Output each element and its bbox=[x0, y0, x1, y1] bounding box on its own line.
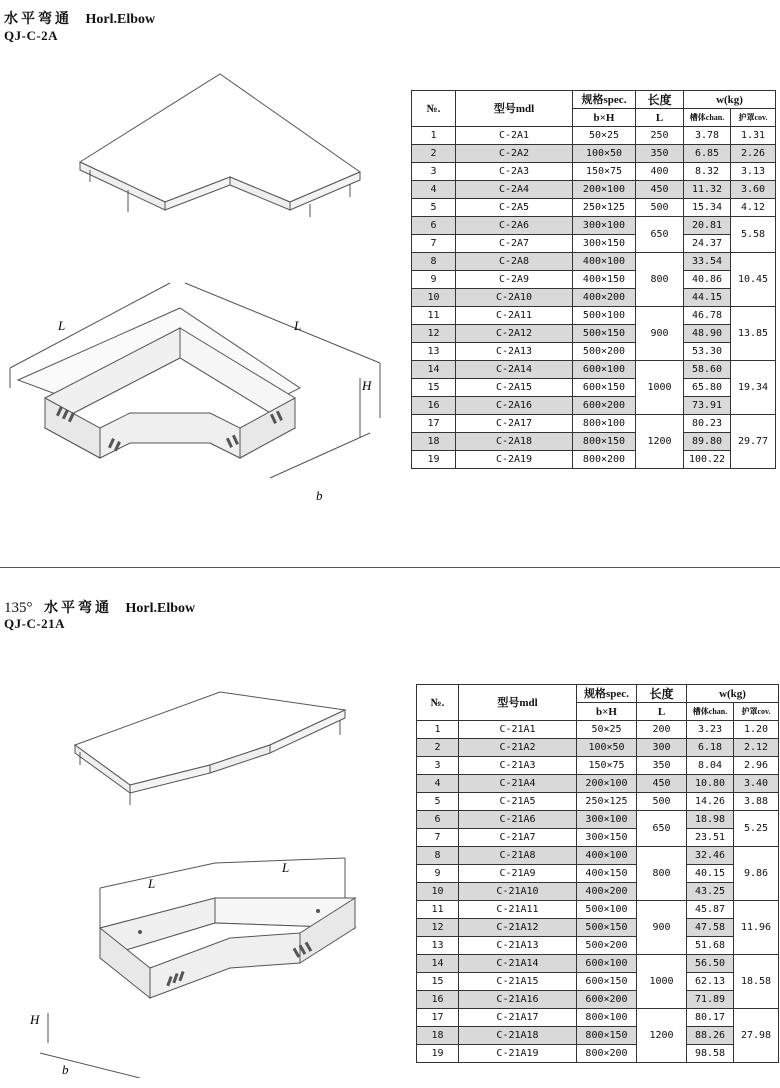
cell-chan-weight: 73.91 bbox=[684, 397, 731, 415]
cell-no: 13 bbox=[412, 343, 456, 361]
col-no-header: №. bbox=[412, 91, 456, 127]
cell-spec: 800×150 bbox=[577, 1027, 637, 1045]
table-row bbox=[417, 739, 779, 757]
cell-model: C-2A4 bbox=[456, 181, 573, 199]
cell-model: C-21A6 bbox=[459, 811, 577, 829]
cell-spec: 800×200 bbox=[573, 451, 636, 469]
cell-model: C-2A12 bbox=[456, 325, 573, 343]
section-1-label-b: b bbox=[316, 488, 323, 503]
col-len-header: 长度 bbox=[637, 685, 687, 703]
cell-cover-weight: 11.96 bbox=[734, 901, 779, 955]
cell-model: C-2A2 bbox=[456, 145, 573, 163]
cell-chan-weight: 40.86 bbox=[684, 271, 731, 289]
section-1-label-l1: L bbox=[58, 318, 66, 333]
col-weight-header: w(kg) bbox=[687, 685, 779, 703]
cell-spec: 600×200 bbox=[577, 991, 637, 1009]
cell-no: 15 bbox=[417, 973, 459, 991]
table-row bbox=[417, 1027, 779, 1045]
cell-no: 5 bbox=[417, 793, 459, 811]
cell-model: C-2A13 bbox=[456, 343, 573, 361]
table-row bbox=[412, 307, 776, 325]
cell-cover-weight: 2.26 bbox=[731, 145, 776, 163]
cell-model: C-2A11 bbox=[456, 307, 573, 325]
cell-chan-weight: 15.34 bbox=[684, 199, 731, 217]
table-row bbox=[412, 343, 776, 361]
cell-length: 350 bbox=[637, 757, 687, 775]
cell-spec: 100×50 bbox=[573, 145, 636, 163]
cell-chan-weight: 45.87 bbox=[687, 901, 734, 919]
cell-chan-weight: 71.89 bbox=[687, 991, 734, 1009]
cell-no: 7 bbox=[417, 829, 459, 847]
cell-cover-weight: 3.40 bbox=[734, 775, 779, 793]
table-row bbox=[417, 901, 779, 919]
table-row bbox=[412, 253, 776, 271]
cell-spec: 500×200 bbox=[573, 343, 636, 361]
table-row bbox=[417, 1009, 779, 1027]
cell-no: 17 bbox=[412, 415, 456, 433]
cell-chan-weight: 80.17 bbox=[687, 1009, 734, 1027]
cell-chan-weight: 33.54 bbox=[684, 253, 731, 271]
table-row bbox=[417, 883, 779, 901]
cell-chan-weight: 10.80 bbox=[687, 775, 734, 793]
col-spec-header: 规格spec. bbox=[577, 685, 637, 703]
cell-length: 800 bbox=[637, 847, 687, 901]
table-row bbox=[417, 847, 779, 865]
table-row bbox=[417, 721, 779, 739]
table-row bbox=[417, 829, 779, 847]
section-1-trough-drawing bbox=[0, 268, 390, 518]
cell-chan-weight: 56.50 bbox=[687, 955, 734, 973]
cell-model: C-21A3 bbox=[459, 757, 577, 775]
section-2-label-h: H bbox=[30, 1012, 40, 1027]
cell-spec: 150×75 bbox=[577, 757, 637, 775]
cell-model: C-21A2 bbox=[459, 739, 577, 757]
cell-model: C-21A8 bbox=[459, 847, 577, 865]
cell-length: 1000 bbox=[636, 361, 684, 415]
table-row bbox=[417, 937, 779, 955]
cell-model: C-2A15 bbox=[456, 379, 573, 397]
cell-spec: 800×100 bbox=[573, 415, 636, 433]
cell-chan-weight: 3.78 bbox=[684, 127, 731, 145]
cell-model: C-21A9 bbox=[459, 865, 577, 883]
cell-length: 200 bbox=[637, 721, 687, 739]
cell-cover-weight: 2.12 bbox=[734, 739, 779, 757]
cell-no: 7 bbox=[412, 235, 456, 253]
cell-length: 450 bbox=[637, 775, 687, 793]
cell-no: 8 bbox=[412, 253, 456, 271]
section-2-title bbox=[4, 597, 195, 617]
section-2-angle: 135° bbox=[4, 600, 33, 616]
cell-model: C-21A5 bbox=[459, 793, 577, 811]
section-2-spec-table bbox=[416, 684, 779, 1063]
section-1-cover-drawing bbox=[70, 72, 370, 222]
cell-spec: 250×125 bbox=[577, 793, 637, 811]
table-row bbox=[412, 379, 776, 397]
cell-spec: 600×100 bbox=[577, 955, 637, 973]
cell-model: C-2A18 bbox=[456, 433, 573, 451]
cell-cover-weight: 1.20 bbox=[734, 721, 779, 739]
cell-model: C-2A14 bbox=[456, 361, 573, 379]
cell-cover-weight: 9.86 bbox=[734, 847, 779, 901]
cell-model: C-2A10 bbox=[456, 289, 573, 307]
section-divider bbox=[0, 567, 780, 568]
cell-model: C-21A4 bbox=[459, 775, 577, 793]
table-row bbox=[417, 973, 779, 991]
cell-spec: 400×100 bbox=[573, 253, 636, 271]
table-row bbox=[412, 163, 776, 181]
table-row bbox=[417, 757, 779, 775]
cell-no: 3 bbox=[412, 163, 456, 181]
cell-model: C-21A13 bbox=[459, 937, 577, 955]
cell-no: 18 bbox=[412, 433, 456, 451]
table-row bbox=[417, 865, 779, 883]
table-row bbox=[412, 451, 776, 469]
section-1-model: QJ-C-2A bbox=[4, 28, 59, 43]
cell-cover-weight: 5.25 bbox=[734, 811, 779, 847]
cell-length: 900 bbox=[636, 307, 684, 361]
cell-chan-weight: 80.23 bbox=[684, 415, 731, 433]
cell-spec: 500×150 bbox=[573, 325, 636, 343]
cell-no: 11 bbox=[412, 307, 456, 325]
col-chan-header: 槽体chan. bbox=[684, 109, 731, 127]
table-row bbox=[412, 181, 776, 199]
table-row bbox=[417, 919, 779, 937]
cell-model: C-2A6 bbox=[456, 217, 573, 235]
section-2-label-l1: L bbox=[148, 876, 156, 891]
section-2-cover-drawing bbox=[70, 690, 360, 810]
cell-no: 8 bbox=[417, 847, 459, 865]
cell-cover-weight: 3.13 bbox=[731, 163, 776, 181]
cell-no: 6 bbox=[417, 811, 459, 829]
table-row bbox=[412, 199, 776, 217]
cell-cover-weight: 1.31 bbox=[731, 127, 776, 145]
cell-length: 250 bbox=[636, 127, 684, 145]
cell-chan-weight: 23.51 bbox=[687, 829, 734, 847]
cell-spec: 250×125 bbox=[573, 199, 636, 217]
cell-chan-weight: 8.32 bbox=[684, 163, 731, 181]
table-row bbox=[412, 235, 776, 253]
cell-spec: 500×150 bbox=[577, 919, 637, 937]
cell-no: 11 bbox=[417, 901, 459, 919]
col-weight-header: w(kg) bbox=[684, 91, 776, 109]
cell-model: C-2A17 bbox=[456, 415, 573, 433]
cell-no: 16 bbox=[412, 397, 456, 415]
cell-model: C-2A5 bbox=[456, 199, 573, 217]
table-row bbox=[412, 289, 776, 307]
cell-length: 650 bbox=[636, 217, 684, 253]
cell-no: 18 bbox=[417, 1027, 459, 1045]
cell-length: 1000 bbox=[637, 955, 687, 1009]
cell-chan-weight: 14.26 bbox=[687, 793, 734, 811]
cell-model: C-2A1 bbox=[456, 127, 573, 145]
cell-length: 400 bbox=[636, 163, 684, 181]
cell-spec: 500×100 bbox=[573, 307, 636, 325]
cell-chan-weight: 98.58 bbox=[687, 1045, 734, 1063]
cell-no: 1 bbox=[412, 127, 456, 145]
cell-spec: 400×150 bbox=[573, 271, 636, 289]
cell-spec: 300×100 bbox=[573, 217, 636, 235]
cell-length: 1200 bbox=[637, 1009, 687, 1063]
cell-chan-weight: 89.80 bbox=[684, 433, 731, 451]
cell-spec: 800×100 bbox=[577, 1009, 637, 1027]
cell-chan-weight: 11.32 bbox=[684, 181, 731, 199]
table-row bbox=[417, 793, 779, 811]
cell-no: 6 bbox=[412, 217, 456, 235]
section-2-model: QJ-C-21A bbox=[4, 616, 66, 631]
cell-cover-weight: 13.85 bbox=[731, 307, 776, 361]
cell-no: 4 bbox=[417, 775, 459, 793]
cell-cover-weight: 18.58 bbox=[734, 955, 779, 1009]
table-row bbox=[417, 811, 779, 829]
cell-model: C-21A1 bbox=[459, 721, 577, 739]
cell-model: C-21A14 bbox=[459, 955, 577, 973]
cell-no: 5 bbox=[412, 199, 456, 217]
cell-no: 9 bbox=[412, 271, 456, 289]
cell-cover-weight: 4.12 bbox=[731, 199, 776, 217]
cell-model: C-21A19 bbox=[459, 1045, 577, 1063]
cell-no: 3 bbox=[417, 757, 459, 775]
cell-no: 4 bbox=[412, 181, 456, 199]
cell-cover-weight: 27.98 bbox=[734, 1009, 779, 1063]
cell-chan-weight: 3.23 bbox=[687, 721, 734, 739]
section-1-title-en: Horl.Elbow bbox=[85, 12, 156, 27]
col-len-sub: L bbox=[636, 109, 684, 127]
section-1-label-h: H bbox=[362, 378, 372, 393]
cell-length: 450 bbox=[636, 181, 684, 199]
section-1-title-cn: 水平弯通 bbox=[4, 12, 72, 27]
table-row bbox=[412, 127, 776, 145]
cell-no: 17 bbox=[417, 1009, 459, 1027]
cell-chan-weight: 6.18 bbox=[687, 739, 734, 757]
cell-chan-weight: 32.46 bbox=[687, 847, 734, 865]
cell-spec: 800×200 bbox=[577, 1045, 637, 1063]
cell-length: 800 bbox=[636, 253, 684, 307]
table-row bbox=[417, 955, 779, 973]
table-row bbox=[412, 397, 776, 415]
cell-model: C-2A16 bbox=[456, 397, 573, 415]
cell-chan-weight: 46.78 bbox=[684, 307, 731, 325]
cell-spec: 400×100 bbox=[577, 847, 637, 865]
cell-spec: 300×100 bbox=[577, 811, 637, 829]
cell-spec: 600×100 bbox=[573, 361, 636, 379]
col-mdl-header: 型号mdl bbox=[456, 91, 573, 127]
cell-no: 13 bbox=[417, 937, 459, 955]
cell-cover-weight: 5.58 bbox=[731, 217, 776, 253]
cell-spec: 200×100 bbox=[577, 775, 637, 793]
cell-cover-weight: 3.88 bbox=[734, 793, 779, 811]
cell-chan-weight: 8.04 bbox=[687, 757, 734, 775]
cell-cover-weight: 2.96 bbox=[734, 757, 779, 775]
cell-chan-weight: 24.37 bbox=[684, 235, 731, 253]
cell-no: 12 bbox=[412, 325, 456, 343]
cell-no: 10 bbox=[417, 883, 459, 901]
table-row bbox=[412, 361, 776, 379]
cell-length: 500 bbox=[636, 199, 684, 217]
table-row bbox=[412, 433, 776, 451]
cell-spec: 100×50 bbox=[577, 739, 637, 757]
cell-length: 500 bbox=[637, 793, 687, 811]
table-row bbox=[412, 271, 776, 289]
cell-spec: 800×150 bbox=[573, 433, 636, 451]
section-1-label-l2: L bbox=[294, 318, 302, 333]
cell-spec: 500×100 bbox=[577, 901, 637, 919]
cell-spec: 600×200 bbox=[573, 397, 636, 415]
cell-chan-weight: 40.15 bbox=[687, 865, 734, 883]
cell-chan-weight: 20.81 bbox=[684, 217, 731, 235]
table-row bbox=[412, 325, 776, 343]
section-2-title-cn: 水平弯通 bbox=[44, 601, 112, 616]
cell-no: 2 bbox=[412, 145, 456, 163]
cell-no: 19 bbox=[412, 451, 456, 469]
cell-model: C-2A19 bbox=[456, 451, 573, 469]
cell-model: C-21A18 bbox=[459, 1027, 577, 1045]
cell-no: 19 bbox=[417, 1045, 459, 1063]
cell-length: 900 bbox=[637, 901, 687, 955]
col-chan-header: 槽体chan. bbox=[687, 703, 734, 721]
cell-spec: 300×150 bbox=[573, 235, 636, 253]
table-row bbox=[417, 991, 779, 1009]
table-row bbox=[417, 775, 779, 793]
table-row bbox=[412, 217, 776, 235]
cell-model: C-21A11 bbox=[459, 901, 577, 919]
cell-chan-weight: 6.85 bbox=[684, 145, 731, 163]
cell-no: 2 bbox=[417, 739, 459, 757]
section-2-label-b: b bbox=[62, 1062, 69, 1077]
section-1-spec-table bbox=[411, 90, 776, 469]
col-spec-sub: b×H bbox=[577, 703, 637, 721]
cell-chan-weight: 100.22 bbox=[684, 451, 731, 469]
cell-spec: 600×150 bbox=[573, 379, 636, 397]
cell-model: C-21A12 bbox=[459, 919, 577, 937]
col-cov-header: 护罩cov. bbox=[734, 703, 779, 721]
col-len-header: 长度 bbox=[636, 91, 684, 109]
cell-no: 9 bbox=[417, 865, 459, 883]
cell-chan-weight: 44.15 bbox=[684, 289, 731, 307]
cell-spec: 400×150 bbox=[577, 865, 637, 883]
cell-spec: 600×150 bbox=[577, 973, 637, 991]
col-cov-header: 护罩cov. bbox=[731, 109, 776, 127]
cell-spec: 200×100 bbox=[573, 181, 636, 199]
cell-model: C-2A3 bbox=[456, 163, 573, 181]
cell-chan-weight: 65.80 bbox=[684, 379, 731, 397]
cell-model: C-21A10 bbox=[459, 883, 577, 901]
col-len-sub: L bbox=[637, 703, 687, 721]
cell-no: 1 bbox=[417, 721, 459, 739]
cell-no: 14 bbox=[417, 955, 459, 973]
cell-no: 14 bbox=[412, 361, 456, 379]
cell-model: C-21A15 bbox=[459, 973, 577, 991]
cell-cover-weight: 3.60 bbox=[731, 181, 776, 199]
cell-chan-weight: 51.68 bbox=[687, 937, 734, 955]
cell-length: 650 bbox=[637, 811, 687, 847]
col-spec-sub: b×H bbox=[573, 109, 636, 127]
cell-chan-weight: 88.26 bbox=[687, 1027, 734, 1045]
col-spec-header: 规格spec. bbox=[573, 91, 636, 109]
cell-spec: 150×75 bbox=[573, 163, 636, 181]
cell-model: C-2A8 bbox=[456, 253, 573, 271]
cell-spec: 50×25 bbox=[573, 127, 636, 145]
section-2-trough-drawing bbox=[0, 828, 380, 1078]
cell-cover-weight: 29.77 bbox=[731, 415, 776, 469]
cell-chan-weight: 53.30 bbox=[684, 343, 731, 361]
cell-spec: 50×25 bbox=[577, 721, 637, 739]
section-1-title bbox=[4, 8, 155, 28]
table-row bbox=[417, 1045, 779, 1063]
section-2-title-en: Horl.Elbow bbox=[125, 601, 196, 616]
cell-length: 300 bbox=[637, 739, 687, 757]
cell-chan-weight: 18.98 bbox=[687, 811, 734, 829]
cell-model: C-21A16 bbox=[459, 991, 577, 1009]
table-row bbox=[412, 145, 776, 163]
cell-no: 12 bbox=[417, 919, 459, 937]
cell-no: 16 bbox=[417, 991, 459, 1009]
cell-length: 350 bbox=[636, 145, 684, 163]
cell-model: C-2A7 bbox=[456, 235, 573, 253]
cell-spec: 500×200 bbox=[577, 937, 637, 955]
cell-model: C-2A9 bbox=[456, 271, 573, 289]
cell-spec: 400×200 bbox=[577, 883, 637, 901]
cell-cover-weight: 19.34 bbox=[731, 361, 776, 415]
col-no-header: №. bbox=[417, 685, 459, 721]
cell-model: C-21A7 bbox=[459, 829, 577, 847]
cell-model: C-21A17 bbox=[459, 1009, 577, 1027]
cell-chan-weight: 43.25 bbox=[687, 883, 734, 901]
cell-no: 10 bbox=[412, 289, 456, 307]
cell-cover-weight: 10.45 bbox=[731, 253, 776, 307]
cell-spec: 300×150 bbox=[577, 829, 637, 847]
cell-no: 15 bbox=[412, 379, 456, 397]
cell-spec: 400×200 bbox=[573, 289, 636, 307]
table-row bbox=[412, 415, 776, 433]
section-2-label-l2: L bbox=[282, 860, 290, 875]
cell-chan-weight: 48.90 bbox=[684, 325, 731, 343]
cell-chan-weight: 58.60 bbox=[684, 361, 731, 379]
cell-chan-weight: 47.58 bbox=[687, 919, 734, 937]
cell-length: 1200 bbox=[636, 415, 684, 469]
cell-chan-weight: 62.13 bbox=[687, 973, 734, 991]
col-mdl-header: 型号mdl bbox=[459, 685, 577, 721]
